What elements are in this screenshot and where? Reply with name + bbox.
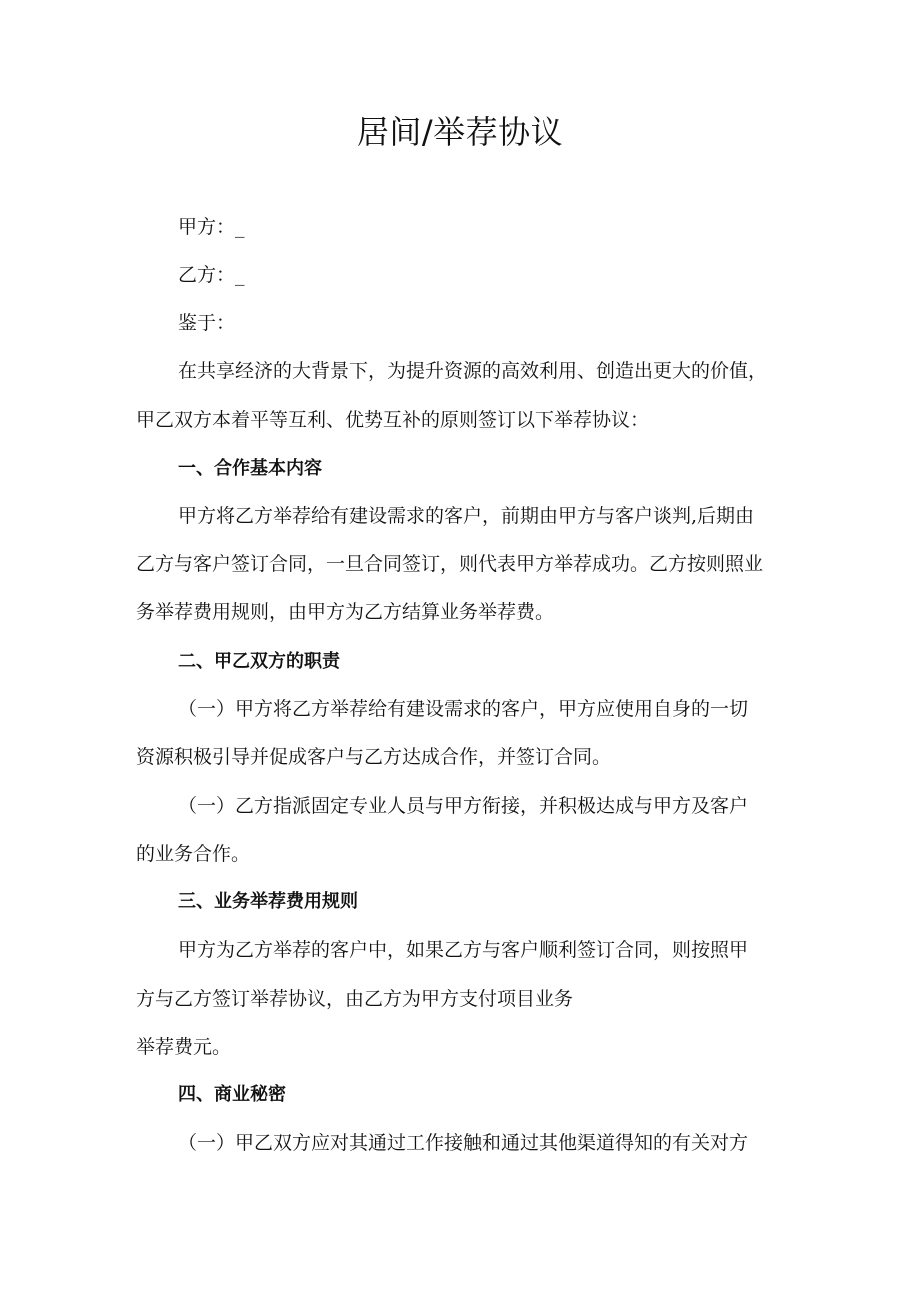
intro-line-2: 甲乙双方本着平等互利、优势互补的原则签订以下举荐协议： xyxy=(136,409,650,431)
section-1-line-1: 甲方将乙方举荐给有建设需求的客户，前期由甲方与客户谈判,后期由 xyxy=(178,505,755,527)
section-1-line-2: 乙方与客户签订合同，一旦合同签订，则代表甲方举荐成功。乙方按则照业 xyxy=(136,553,764,575)
document-title: 居间/举荐协议 xyxy=(356,113,564,151)
section-3-line-2: 方与乙方签订举荐协议，由乙方为甲方支付项目业务 xyxy=(136,988,574,1010)
section-heading-4: 四、商业秘密 xyxy=(178,1084,286,1105)
party-a-line: 甲方：_ xyxy=(178,216,245,238)
section-2-line-3: （一）乙方指派固定专业人员与甲方衔接，并积极达成与甲方及客户 xyxy=(178,795,749,817)
section-heading-3: 三、业务举荐费用规则 xyxy=(178,891,358,912)
intro-line-1: 在共享经济的大背景下，为提升资源的高效利用、创造出更大的价值， xyxy=(178,360,768,382)
party-b-line: 乙方：_ xyxy=(178,264,245,286)
section-1-line-3: 务举荐费用规则，由甲方为乙方结算业务举荐费。 xyxy=(136,601,555,623)
section-4-line-1: （一）甲乙双方应对其通过工作接触和通过其他渠道得知的有关对方 xyxy=(178,1132,749,1154)
section-heading-2: 二、甲乙双方的职责 xyxy=(178,651,340,672)
section-3-line-1: 甲方为乙方举荐的客户中，如果乙方与客户顺利签订合同，则按照甲 xyxy=(178,939,749,961)
section-3-line-3: 举荐费元。 xyxy=(136,1036,232,1058)
section-2-line-1: （一）甲方将乙方举荐给有建设需求的客户，甲方应使用自身的一切 xyxy=(178,698,749,720)
whereas-line: 鉴于： xyxy=(178,312,236,334)
section-2-line-2: 资源积极引导并促成客户与乙方达成合作，并签订合同。 xyxy=(136,746,612,768)
section-heading-1: 一、合作基本内容 xyxy=(178,458,322,479)
section-2-line-4: 的业务合作。 xyxy=(136,843,251,865)
